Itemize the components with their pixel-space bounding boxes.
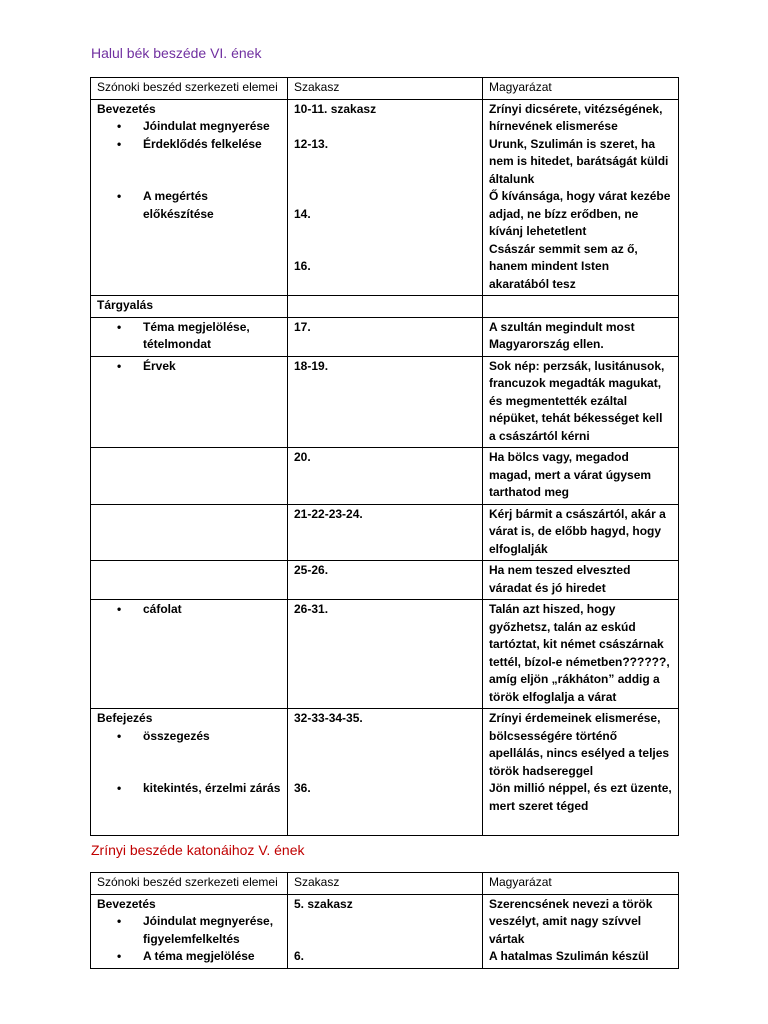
speech-structure-table-2 — [90, 872, 679, 969]
cell-structure — [91, 504, 288, 561]
cell-explanation: A szultán megindult most Magyarország ellen. — [483, 317, 679, 356]
header-cell-stanza: Szakasz — [288, 873, 483, 895]
cell-explanation: Sok nép: perzsák, lusitánusok, francuzok megadták magukat, és megmentették ezáltal népüket, tehát békességet kell a császártól kérni — [483, 356, 679, 448]
table-row — [91, 894, 679, 968]
bullet-item: • Érvek — [97, 358, 281, 376]
bullet-item: • összegezés — [97, 728, 281, 746]
cell-structure: Tárgyalás — [91, 296, 288, 318]
cell-explanation — [483, 296, 679, 318]
bullet-icon: • — [117, 949, 122, 963]
table-row — [91, 317, 679, 356]
cell-structure: Befejezés • összegezés • kitekintés, érzelmi zárás — [91, 709, 288, 836]
cell-explanation: Szerencsének nevezi a török veszélyt, amit nagy szívvel vártak A hatalmas Szulimán készül — [483, 894, 679, 968]
cell-stanza: 10-11. szakasz 12-13. 14. 16. — [288, 99, 483, 296]
table-row — [91, 99, 679, 296]
cell-structure: Bevezetés • Jóindulat megnyerése, figyelemfelkeltés • A téma megjelölése — [91, 894, 288, 968]
table-row — [91, 448, 679, 505]
bullet-item: • A téma megjelölése — [97, 948, 281, 966]
cell-structure — [91, 317, 288, 356]
section-title-zrinyi: Zrínyi beszéde katonáihoz V. ének — [91, 842, 305, 858]
bullet-icon: • — [117, 136, 122, 151]
speech-structure-table-1 — [90, 77, 679, 836]
bullet-icon: • — [117, 602, 122, 616]
cell-structure — [91, 99, 288, 296]
cell-stanza: 20. — [288, 448, 483, 505]
bullet-item: • kitekintés, érzelmi zárás — [97, 780, 281, 798]
cell-stanza: 26-31. — [288, 600, 483, 709]
cell-structure — [91, 561, 288, 600]
header-cell-explanation: Magyarázat — [483, 873, 679, 895]
bullet-icon: • — [117, 728, 122, 743]
header-cell-elements: Szónoki beszéd szerkezeti elemei — [91, 78, 288, 100]
bullet-icon: • — [117, 189, 122, 203]
header-cell-stanza: Szakasz — [288, 78, 483, 100]
bullet-item: • Érdeklődés felkelése — [97, 136, 281, 154]
section-title-halul-bek: Halul bék beszéde VI. ének — [91, 45, 262, 61]
bullet-item: • cáfolat — [97, 601, 281, 619]
cell-structure — [91, 448, 288, 505]
cell-explanation: Zrínyi érdemeinek elismerése, bölcsességére történő apellálás, nincs esélyed a teljes török hadsereggel Jön millió néppel, és ezt üzente, mert szeret téged — [483, 709, 679, 836]
bullet-icon: • — [117, 319, 122, 334]
cell-structure — [91, 600, 288, 709]
table-header-row — [91, 873, 679, 895]
bullet-item: • A megértés előkészítése — [117, 189, 214, 221]
table-row — [91, 561, 679, 600]
cell-explanation: Kérj bármit a császártól, akár a várat is, de előbb hagyd, hogy elfoglalják — [483, 504, 679, 561]
bullet-icon: • — [117, 781, 122, 795]
table-row — [91, 296, 679, 318]
bullet-item: • Jóindulat megnyerése, figyelemfelkeltés — [117, 914, 274, 946]
cell-explanation: Zrínyi dicsérete, vitézségének, hírnevének elismerése Urunk, Szulimán is szeret, ha nem is hitedet, barátságát küldi általunk Ő kívánsága, hogy várat kezébe adjad, ne bízz erődben, ne kívánj lehetetlent Császár semmit sem az ő, hanem mindent Isten akaratából tesz — [483, 99, 679, 296]
cell-structure — [91, 356, 288, 448]
cell-stanza: 21-22-23-24. — [288, 504, 483, 561]
cell-stanza: 25-26. — [288, 561, 483, 600]
cell-stanza: 32-33-34-35. 36. — [288, 709, 483, 836]
header-cell-explanation: Magyarázat — [483, 78, 679, 100]
section-label: Bevezetés — [97, 101, 156, 116]
bullet-item: • Téma megjelölése, tételmondat — [117, 319, 250, 351]
cell-explanation: Talán azt hiszed, hogy győzhetsz, talán az eskúd tartóztat, kit német császárnak tettél, bízol-e németben??????, amíg eljön „rákháton” addig a török elfoglalja a várat — [483, 600, 679, 709]
bullet-icon: • — [117, 119, 122, 133]
cell-explanation: Ha nem teszed elveszted váradat és jó hiredet — [483, 561, 679, 600]
table-row — [91, 356, 679, 448]
table-header-row — [91, 78, 679, 100]
cell-stanza — [288, 296, 483, 318]
cell-stanza: 18-19. — [288, 356, 483, 448]
table-row — [91, 504, 679, 561]
bullet-item: • Jóindulat megnyerése — [97, 118, 281, 136]
table-row — [91, 709, 679, 836]
bullet-icon: • — [117, 358, 122, 373]
bullet-icon: • — [117, 914, 122, 928]
table-row — [91, 600, 679, 709]
header-cell-elements: Szónoki beszéd szerkezeti elemei — [91, 873, 288, 895]
cell-stanza: 17. — [288, 317, 483, 356]
cell-stanza: 5. szakasz 6. — [288, 894, 483, 968]
cell-explanation: Ha bölcs vagy, megadod magad, mert a várat úgysem tarthatod meg — [483, 448, 679, 505]
